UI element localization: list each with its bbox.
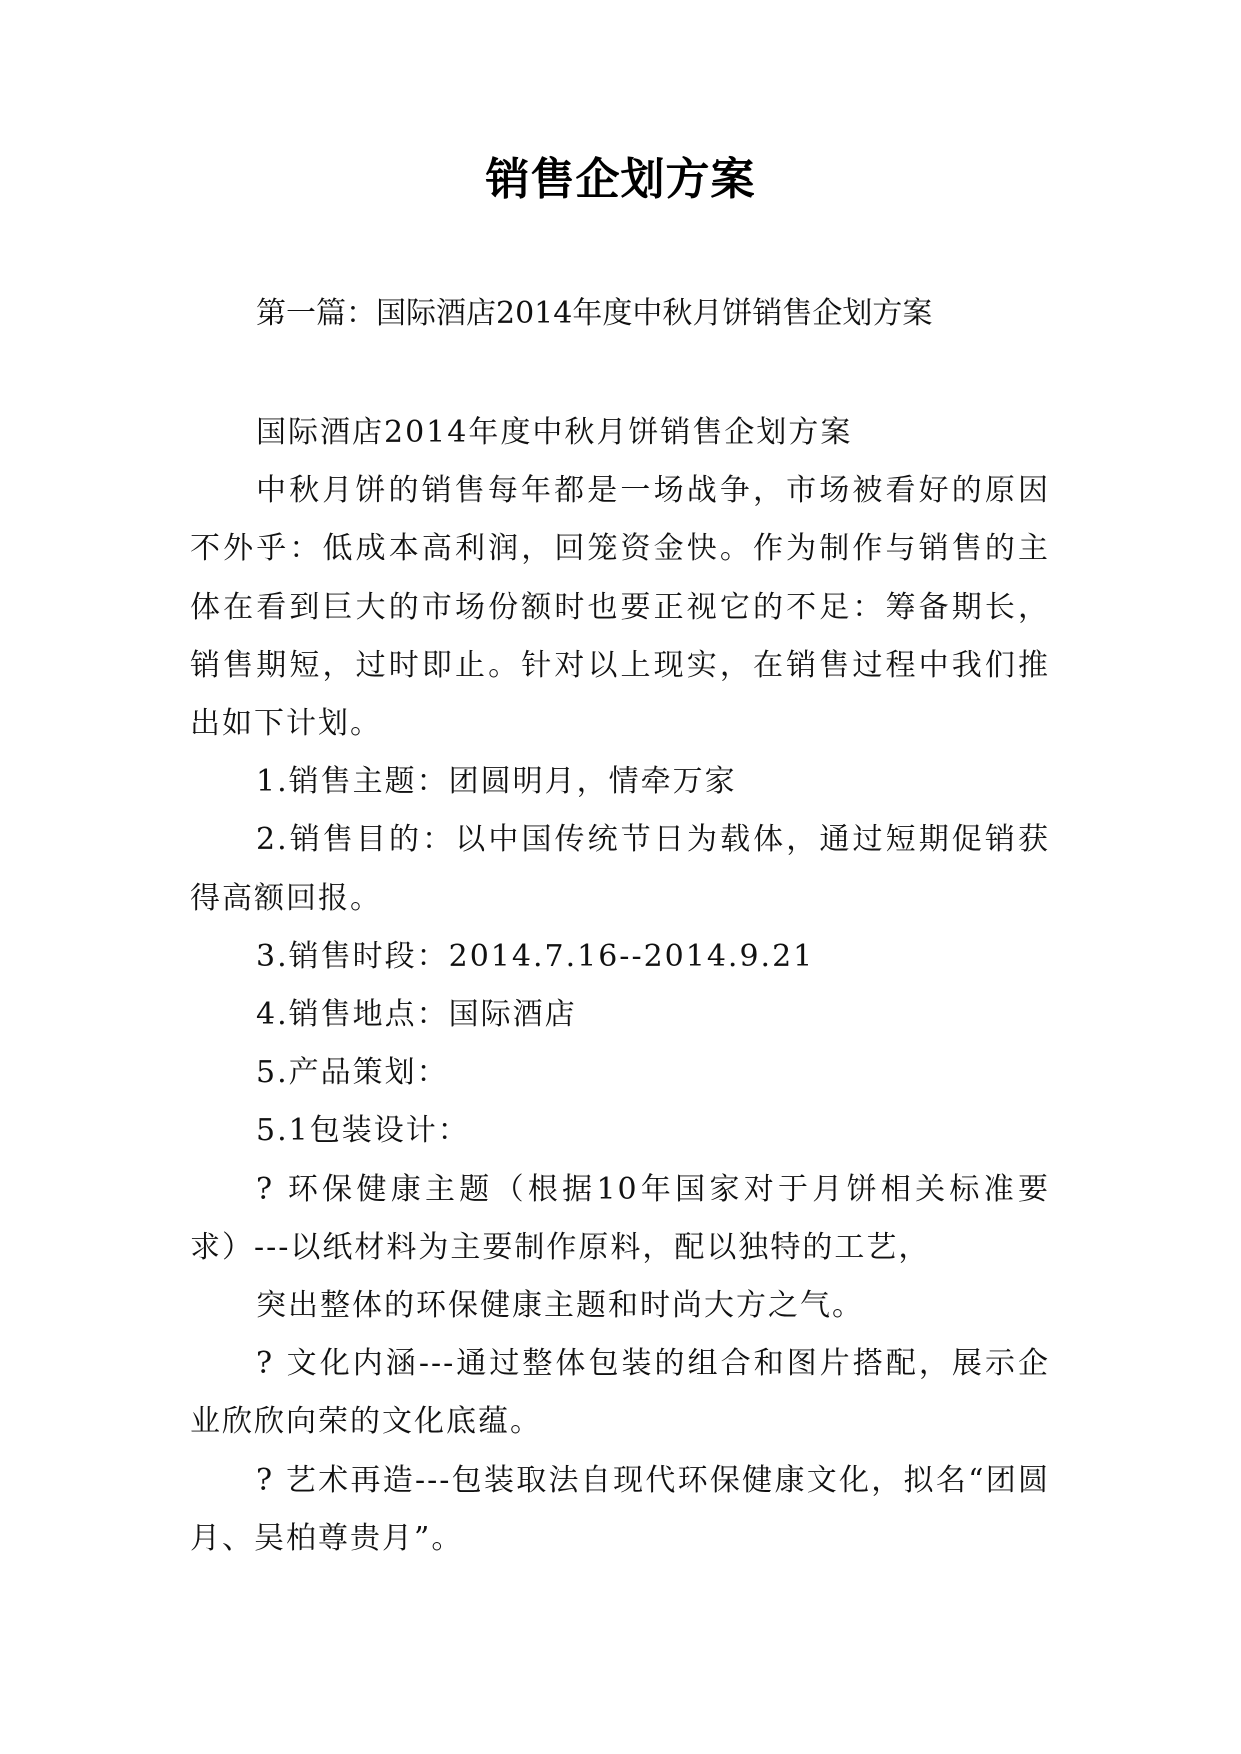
paragraph-intro-title: 国际酒店2014年度中秋月饼销售企划方案 — [256, 415, 853, 450]
paragraph-sales-location: 4.销售地点：国际酒店 — [256, 997, 577, 1033]
paragraph-packaging-design: 5.1包装设计： — [256, 1113, 470, 1149]
paragraph-background: 中秋月饼的销售每年都是一场战争，市场被看好的原因不外乎：低成本高利润，回笼资金快。作为制作与销售的主体在看到巨大的市场份额时也要正视它的不足：筹备期长，销售期短，过时即止。针对以上现实，在销售过程中我们推出如下计划。 — [190, 473, 1050, 742]
document-title: 销售企划方案 — [485, 154, 756, 205]
paragraph-sales-theme: 1.销售主题：团圆明月，情牵万家 — [256, 764, 737, 800]
paragraph-product-planning: 5.产品策划： — [256, 1055, 449, 1091]
document-body — [190, 404, 1050, 1568]
paragraph-cultural-meaning: ? 文化内涵---通过整体包装的组合和图片搭配，展示企业欣欣向荣的文化底蕴。 — [190, 1346, 1050, 1440]
paragraph-sales-purpose: 2.销售目的：以中国传统节日为载体，通过短期促销获得高额回报。 — [190, 822, 1050, 916]
section-heading: 第一篇：国际酒店2014年度中秋月饼销售企划方案 — [256, 296, 933, 331]
paragraph-sales-period: 3.销售时段：2014.7.16--2014.9.21 — [256, 938, 815, 974]
paragraph-eco-theme-continued: 突出整体的环保健康主题和时尚大方之气。 — [256, 1288, 864, 1324]
paragraph-art-recreation: ? 艺术再造---包装取法自现代环保健康文化，拟名“团圆月、吴柏尊贵月”。 — [190, 1462, 1050, 1556]
paragraph-eco-theme: ? 环保健康主题（根据10年国家对于月饼相关标准要求）---以纸材料为主要制作原料，配以独特的工艺， — [190, 1171, 1050, 1265]
